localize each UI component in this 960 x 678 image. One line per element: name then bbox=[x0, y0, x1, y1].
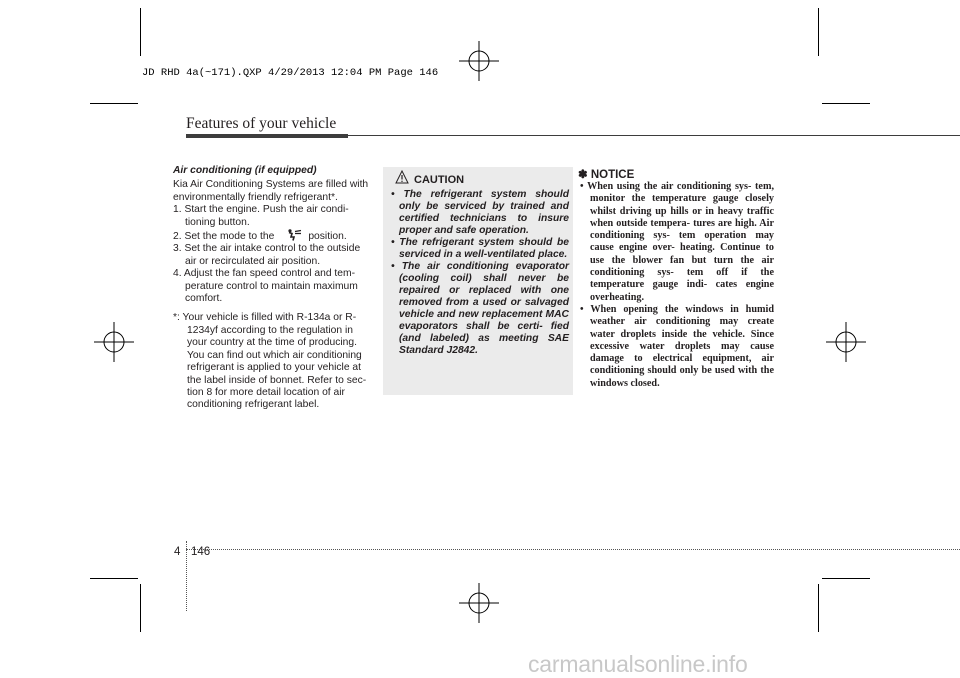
caution-item: • The refrigerant system should be serviced in a well-ventilated place. bbox=[391, 237, 569, 261]
section-title: Features of your vehicle bbox=[186, 115, 337, 132]
step2-prefix: 2. Set the mode to the bbox=[173, 231, 275, 243]
trim-mark bbox=[90, 103, 138, 104]
page-number: 146 bbox=[191, 546, 211, 558]
intro-text: Kia Air Conditioning Systems are filled with environmentally friendly refrigerant*. bbox=[173, 179, 369, 203]
notice-item: • When using the air conditioning sys- tem, monitor the temperature gauge closely whilst driving up hills or in heavy traffic when outside tempera- tures are high. Air conditioning sys- tem operation may cause engine over- heating. Continue to use the blower fan but turn the air conditioning sys- tem off if the temperature gauge indi- cates engine overheating. bbox=[580, 181, 774, 303]
print-slug: JD RHD 4a(~171).QXP 4/29/2013 12:04 PM Page 146 bbox=[142, 67, 439, 79]
header-rule-thin bbox=[348, 135, 960, 136]
footer-divider bbox=[186, 541, 187, 611]
trim-mark bbox=[818, 584, 819, 632]
watermark: carmanualsonline.info bbox=[528, 651, 748, 677]
ac-instructions bbox=[173, 165, 373, 412]
chapter-number: 4 bbox=[174, 546, 181, 558]
subheading: Air conditioning (if equipped) bbox=[173, 165, 317, 176]
notice-item: • When opening the windows in humid weather air conditioning may create water droplets inside the vehicle. Since excessive water droplets may cause damage to electrical equipment, air conditioning should only be used with the windows closed. bbox=[580, 303, 774, 389]
step-item: 1. Start the engine. Push the air condi- tioning button. bbox=[173, 204, 349, 228]
caution-item: • The air conditioning evaporator (cooling coil) shall never be repaired or replaced with one removed from a used or salvaged vehicle and new replacement MAC evaporators shall be certi- fied (and labeled) as meeting SAE Standard J2842. bbox=[391, 261, 569, 356]
trim-mark bbox=[140, 584, 141, 632]
registration-mark-icon bbox=[459, 41, 499, 81]
registration-mark-icon bbox=[459, 583, 499, 623]
trim-mark bbox=[818, 8, 819, 56]
vent-mode-icon bbox=[286, 229, 302, 241]
caution-item-text: The air conditioning evaporator (cooling coil) shall never be repaired or replaced with one removed from a used or salvaged vehicle and new replacement MAC evaporators shall be certi- fied (and labeled) as meeting SAE Standard J2842. bbox=[399, 261, 569, 356]
trim-mark bbox=[90, 578, 138, 579]
refrigerant-footnote: *: Your vehicle is filled with R-134a or R- 1234yf according to the regulation in your country at the time of producing. You can find out which air conditioning refrigerant is applied to your vehicle at the label inside of bonnet. Refer to sec- tion 8 for more detail location of air conditioning refrigerant label. bbox=[173, 312, 367, 411]
caution-list bbox=[389, 189, 569, 357]
step-item: 3. Set the air intake control to the outside air or recirculated air position. bbox=[173, 243, 361, 267]
footer-rule bbox=[186, 549, 960, 550]
notice-list bbox=[578, 181, 774, 390]
caution-title: CAUTION bbox=[414, 174, 465, 186]
caution-item: • The refrigerant system should only be serviced by trained and certified technicians to insure proper and safe operation. bbox=[391, 189, 569, 236]
warning-triangle-icon bbox=[395, 170, 409, 184]
notice-item-text: When opening the windows in humid weather air conditioning may create water droplets inside the vehicle. Since excessive water droplets may cause damage to electrical equipment, air conditioning should only be used with the windows closed. bbox=[590, 303, 774, 389]
header-rule-thick bbox=[186, 134, 348, 138]
notice-item-text: When using the air conditioning sys- tem, monitor the temperature gauge closely whilst driving up hills or in heavy traffic when outside tempera- tures are high. Air conditioning sys- tem operation may cause engine over- heating. Continue to use the blower fan but turn the air conditioning sys- tem off if the temperature gauge indi- cates engine overheating. bbox=[587, 181, 774, 303]
trim-mark bbox=[140, 8, 141, 56]
step-item bbox=[173, 229, 373, 243]
step-item: 4. Adjust the fan speed control and tem- perature control to maintain maximum comfort. bbox=[173, 268, 358, 305]
trim-mark bbox=[822, 578, 870, 579]
caution-item-text: The refrigerant system should only be serviced by trained and certified technicians to insure proper and safe operation. bbox=[399, 189, 569, 236]
trim-mark bbox=[822, 103, 870, 104]
registration-mark-icon bbox=[826, 322, 866, 362]
caution-item-text: The refrigerant system should be serviced in a well-ventilated place. bbox=[399, 237, 569, 261]
step2-suffix: position. bbox=[308, 231, 347, 243]
registration-mark-icon bbox=[94, 322, 134, 362]
notice-title: ✽ NOTICE bbox=[578, 169, 635, 181]
